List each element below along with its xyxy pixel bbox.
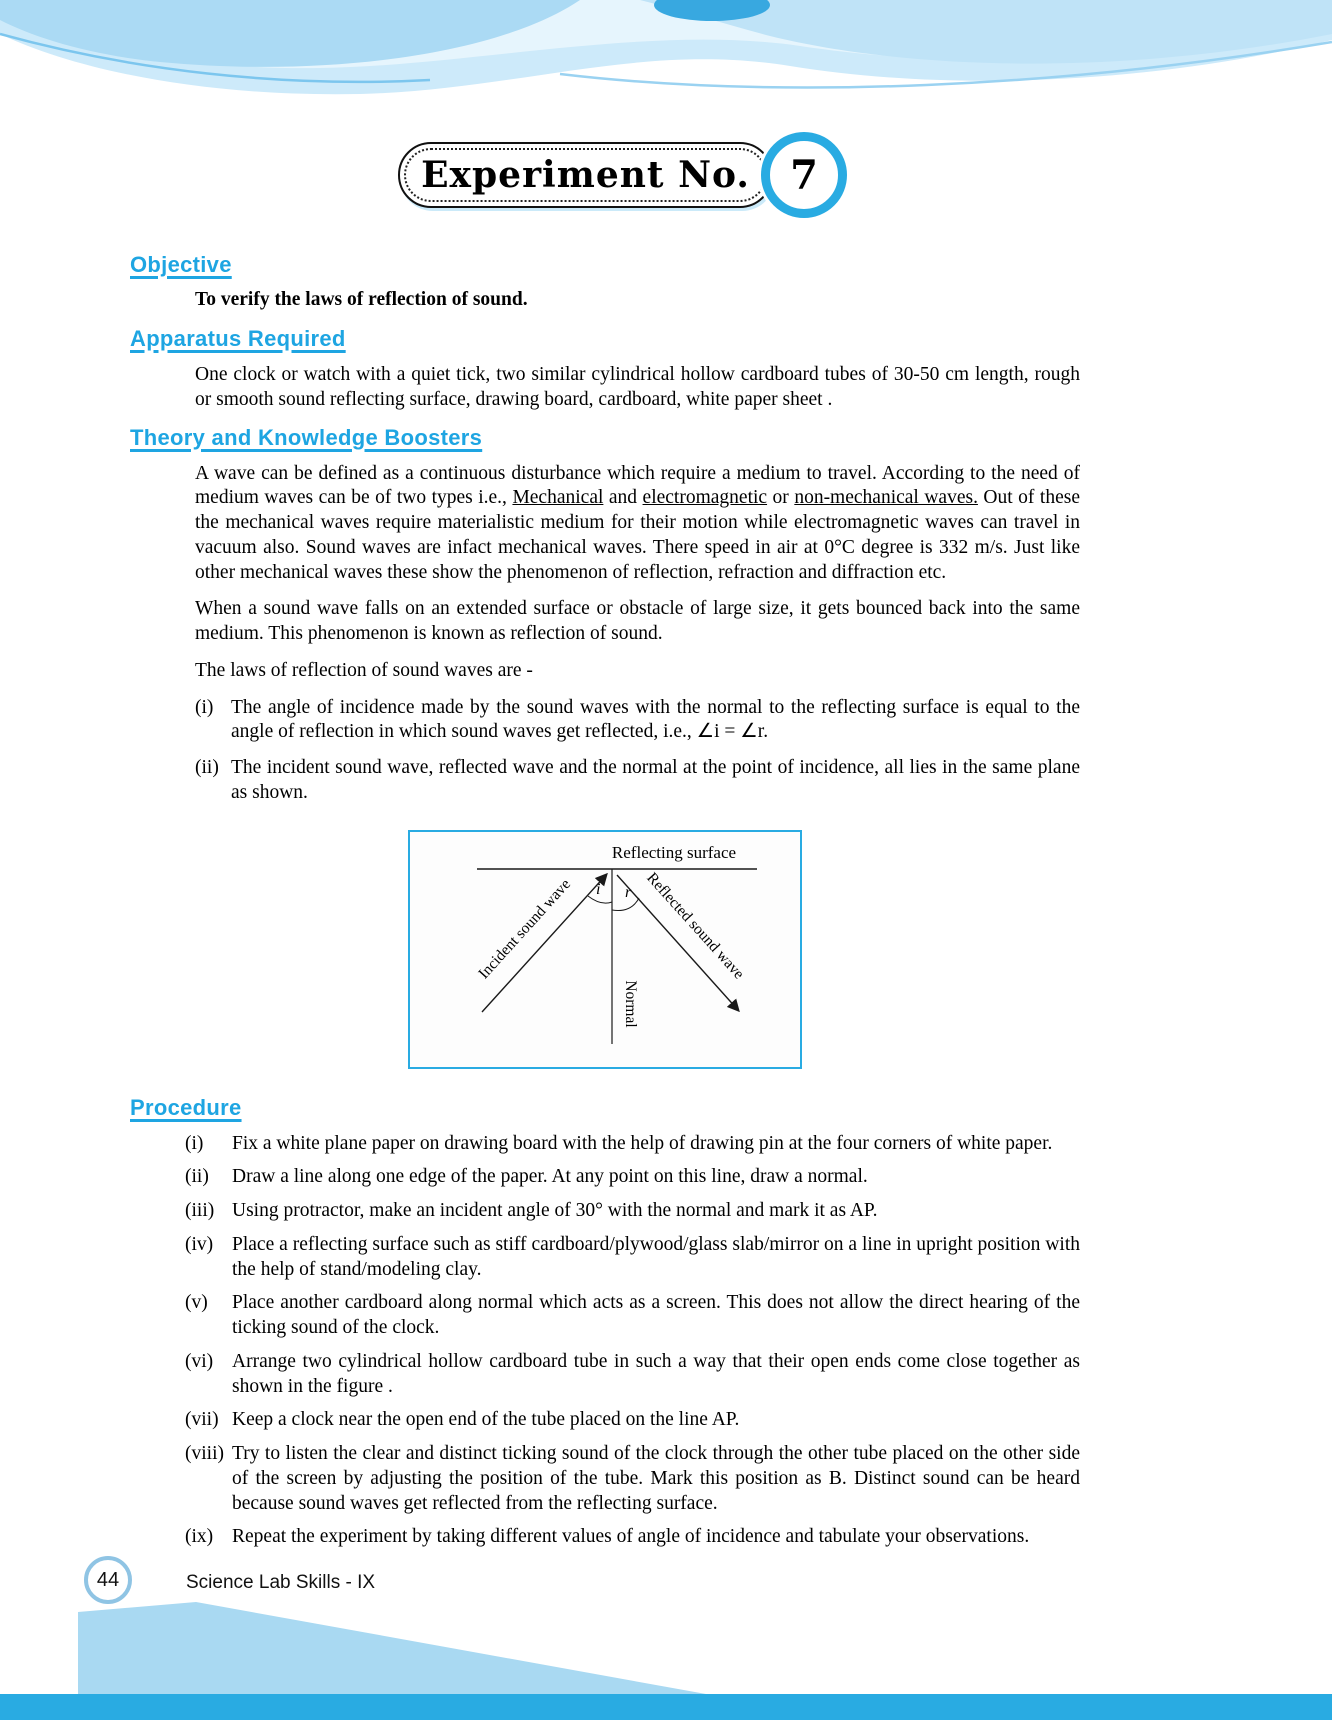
procedure-step-4 [185, 1233, 1080, 1283]
theory-paragraph-2: When a sound wave falls on an extended surface or obstacle of large size, it gets bounced back into the same medium. This phenomenon is known as reflection of sound. [195, 598, 1080, 644]
header-wave-decoration [0, 0, 1332, 108]
law-item-1 [195, 696, 1080, 746]
step-text: Keep a clock near the open end of the tube placed on the line AP. [232, 1409, 740, 1431]
law-number: (ii) [195, 757, 219, 778]
step-number: (ix) [185, 1526, 214, 1548]
step-number: (vi) [185, 1350, 214, 1372]
step-number: (viii) [185, 1443, 224, 1464]
objective-text: To verify the laws of reflection of sound. [195, 289, 528, 310]
law-text: The angle of incidence made by the sound waves with the normal to the reflecting surface is equal to the angle of reflection in which sound waves get reflected, i.e., ∠i = ∠r. [231, 696, 1080, 743]
step-text: Place another cardboard along normal which acts as a screen. This does not allow the direct hearing of the ticking sound of the clock. [232, 1292, 1080, 1338]
page-number-badge [84, 1556, 132, 1604]
step-text: Using protractor, make an incident angle of 30° with the normal and mark it as AP. [232, 1200, 878, 1221]
angle-i-label: i [596, 880, 601, 898]
procedure-step-2 [185, 1165, 1080, 1190]
page-content [130, 252, 1080, 1559]
step-text: Repeat the experiment by taking different values of angle of incidence and tabulate your observations. [232, 1526, 1030, 1548]
step-number: (ii) [185, 1166, 209, 1188]
step-number: (i) [185, 1132, 204, 1154]
procedure-heading: Procedure [130, 1094, 242, 1120]
law-number: (i) [195, 696, 214, 718]
step-text: Arrange two cylindrical hollow cardboard tube in such a way that their open ends come close together as shown in the figure . [232, 1350, 1080, 1397]
law-text: The incident sound wave, reflected wave and the normal at the point of incidence, all lies in the same plane as shown. [231, 757, 1080, 803]
incident-wave-label: Incident sound wave [475, 875, 575, 982]
apparatus-text: One clock or watch with a quiet tick, two similar cylindrical hollow cardboard tubes of 30-50 cm length, rough or smooth sound reflecting surface, drawing board, cardboard, white paper sheet . [195, 364, 1080, 410]
theory-text-segment: and [603, 487, 643, 509]
step-number: (v) [185, 1292, 208, 1314]
theory-paragraph-1 [195, 462, 1080, 586]
footer-decoration [0, 1588, 1332, 1728]
procedure-step-5 [185, 1291, 1080, 1341]
theory-text-segment: A wave can be defined as a continuous disturbance which require a medium to travel. According to the need of medium waves can be of two types i.e., [195, 462, 1080, 509]
book-title: Science Lab Skills - IX [186, 1572, 376, 1593]
objective-heading: Objective [130, 252, 232, 277]
reflection-diagram-svg [422, 842, 790, 1057]
experiment-number-badge [761, 132, 847, 218]
step-text: Try to listen the clear and distinct ticking sound of the clock through the other tube placed on the other side of the screen by adjusting the position of the tube. Mark this position as B. Distinct sound can be heard because sound waves get reflected from the reflecting surface. [232, 1443, 1080, 1514]
underlined-term-non-mechanical: non-mechanical waves. [794, 487, 978, 509]
page-number: 44 [96, 1568, 120, 1591]
procedure-step-7 [185, 1408, 1080, 1433]
apparatus-heading: Apparatus Required [130, 326, 346, 351]
theory-text-segment: Out of these the mechanical waves require materialistic medium for their motion while electromagnetic waves can travel in vacuum also. Sound waves are infact mechanical waves. There speed in air at 0°C degree is 332 m/s. Just like other mechanical waves these show the phenomenon of reflection, refraction and diffraction etc. [195, 487, 1080, 583]
underlined-term-mechanical: Mechanical [512, 487, 604, 509]
underlined-term-electromagnetic: electromagnetic [642, 487, 768, 509]
step-text: Draw a line along one edge of the paper. At any point on this line, draw a normal. [232, 1166, 868, 1188]
step-number: (vii) [185, 1409, 219, 1431]
theory-paragraph-3: The laws of reflection of sound waves are - [195, 659, 533, 681]
reflection-diagram [408, 830, 802, 1069]
step-number: (iv) [185, 1233, 214, 1255]
procedure-step-6 [185, 1350, 1080, 1400]
normal-label: Normal [622, 979, 639, 1028]
procedure-step-1 [185, 1132, 1080, 1157]
procedure-step-9 [185, 1525, 1080, 1550]
law-item-2 [195, 756, 1080, 806]
angle-r-label: r [625, 883, 632, 901]
step-text: Fix a white plane paper on drawing board with the help of drawing pin at the four corners of white paper. [232, 1132, 1053, 1154]
procedure-step-3 [185, 1199, 1080, 1224]
experiment-banner [398, 142, 818, 208]
reflected-wave-label: Reflected sound wave [643, 868, 748, 983]
step-text: Place a reflecting surface such as stiff cardboard/plywood/glass slab/mirror on a line in upright position with the help of stand/modeling clay. [232, 1233, 1080, 1280]
procedure-step-8 [185, 1442, 1080, 1516]
reflecting-surface-label: Reflecting surface [611, 842, 737, 862]
experiment-title: Experiment No. [421, 154, 750, 196]
experiment-number: 7 [790, 151, 818, 199]
experiment-title-box [398, 142, 773, 208]
theory-text-segment: or [767, 487, 795, 509]
theory-heading: Theory and Knowledge Boosters [130, 424, 483, 450]
step-number: (iii) [185, 1200, 215, 1221]
